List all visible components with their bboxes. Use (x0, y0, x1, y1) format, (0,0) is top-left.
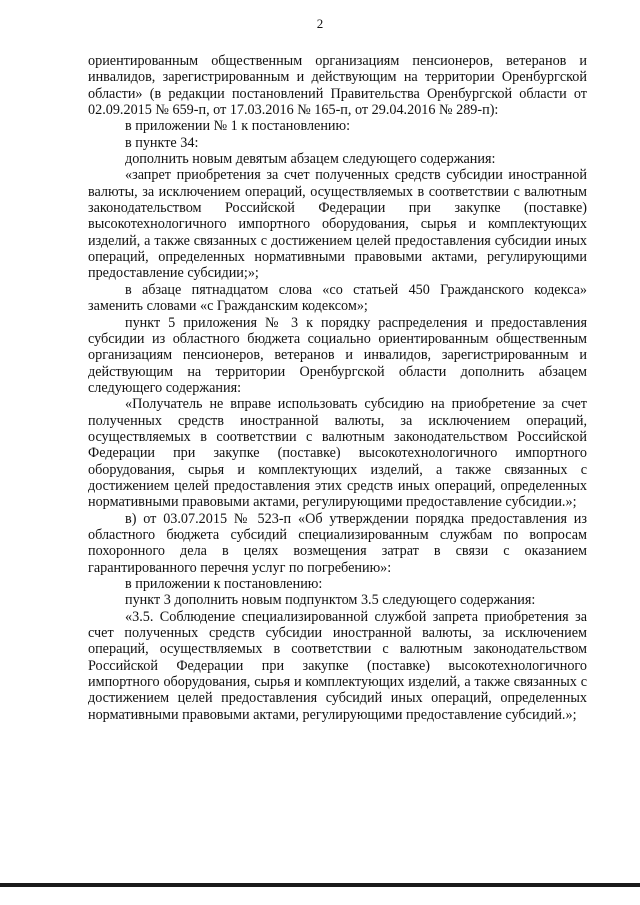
paragraph-appendix: в приложении к постановлению: (125, 576, 323, 592)
paragraph-point-3: пункт 3 дополнить новым подпунктом 3.5 следующего содержания: (125, 592, 536, 609)
page-number: 2 (316, 16, 324, 31)
paragraph-appendix-1: в приложении № 1 к постановлению: (125, 118, 351, 135)
paragraph-point-34: в пункте 34: (125, 134, 199, 151)
document-body (88, 53, 587, 723)
paragraph-fifteenth-clause: в абзаце пятнадцатом слова «со статьей 450 Гражданского кодекса» заменить словами «с Гражданским кодексом»; (88, 281, 587, 315)
paragraph-add-ninth-clause: дополнить новым девятым абзацем следующего содержания: (125, 151, 496, 168)
paragraph-continuation: ориентированным общественным организациям пенсионеров, ветеранов и инвалидов, зарегистрированным и действующим на территории Оренбургской области» (в редакции постановлений Правительства Оренбургской области от 02.09.2015 № 659-п, от 17.03.2016 № 165-п, от 29.04.2016 № 289-п): (88, 53, 587, 119)
paragraph-subpoint-3-5: «3.5. Соблюдение специализированной службой запрета приобретения за счет полученных средств субсидии иностранной валюты, за исключением операций, осуществляемых в соответствии с валютным законодательством Российской Федерации при закупке (поставке) высокотехнологичного импортного оборудования, сырья и комплектующих изделий, а также связанных с достижением целей предоставления субсидий иных операций, определенных нормативными правовыми актами, регулирующими предоставление субсидий.»; (88, 608, 587, 723)
paragraph-currency-ban: «запрет приобретения за счет полученных средств субсидии иностранной валюты, за исключением операций, осуществляемых в соответствии с валютным законодательством Российской Федерации при закупке (поставке) высокотехнологичного импортного оборудования, сырья и комплектующих изделий, а также связанных с достижением целей предоставления субсидии иных операций, определенных нормативными правовыми актами, регулирующими предоставление субсидии;»; (88, 167, 587, 282)
paragraph-point-5: пункт 5 приложения № 3 к порядку распределения и предоставления субсидии из областного бюджета социально ориентированным общественным организациям пенсионеров, ветеранов и инвалидов, зарегистрированным и действующим на территории Оренбургской области дополнить абзацем следующего содержания: (88, 314, 587, 396)
paragraph-resolution-523: в) от 03.07.2015 № 523-п «Об утверждении порядка предоставления из областного бюджета субсидий специализированным службам по вопросам похоронного дела в целях возмещения затрат в связи с оказанием гарантированного перечня услуг по погребению»: (88, 510, 587, 576)
page-bottom-rule (0, 883, 640, 887)
paragraph-recipient-restriction: «Получатель не вправе использовать субсидию на приобретение за счет полученных средств иностранной валюты, за исключением операций, осуществляемых в соответствии с валютным законодательством Российской Федерации при закупке (поставке) высокотехнологичного импортного оборудования, сырья и комплектующих изделий, а также связанных с достижением целей предоставления этих средств иных операций, определенных нормативными правовыми актами, регулирующими предоставление субсидии.»; (88, 396, 587, 511)
